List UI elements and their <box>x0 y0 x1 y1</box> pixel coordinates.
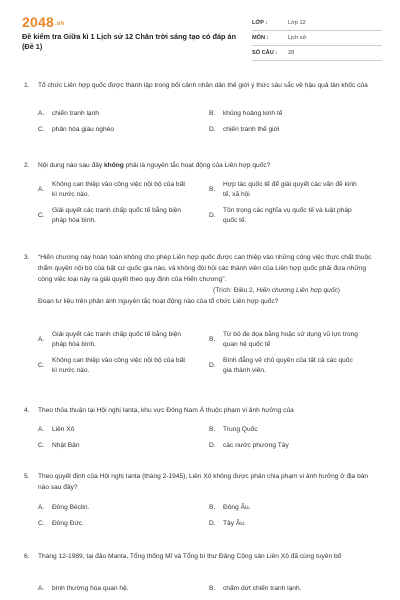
meta-value: Lịch sử <box>288 35 307 41</box>
option-text: các nước phương Tây <box>223 442 289 449</box>
question-4 <box>24 405 380 416</box>
option-a[interactable] <box>38 425 209 435</box>
option-a[interactable] <box>38 584 209 594</box>
option-letter: B. <box>209 504 216 511</box>
question-1 <box>24 80 380 91</box>
question-text-part: phải là nguyên tắc hoạt động của Liên hợp quốc? <box>123 162 271 169</box>
question-5 <box>24 471 380 493</box>
option-text: Tôn trọng các nghĩa vụ quốc tế và luật pháp quốc tế. <box>223 207 352 224</box>
option-text: chấm dứt chiến tranh lạnh. <box>223 585 302 592</box>
option-d[interactable] <box>209 441 380 451</box>
option-letter: C. <box>38 442 45 449</box>
question-number: 4. <box>24 407 30 414</box>
option-text: khủng hoảng kinh tế <box>223 110 283 117</box>
option-letter: B. <box>209 336 216 343</box>
option-d[interactable] <box>209 206 380 226</box>
option-text: Từ bỏ đe dọa bằng hoặc sử dụng vũ lực trong quan hệ quốc tế <box>223 331 358 348</box>
question-number: 6. <box>24 553 30 560</box>
option-letter: D. <box>209 520 216 527</box>
question-number: 3. <box>24 254 30 261</box>
meta-value: Lớp 12 <box>288 20 306 26</box>
meta-row-subject <box>252 31 382 46</box>
question-text: Tổ chức Liên hợp quốc được thành lập trong bối cảnh nhân dân thế giới ý thức sâu sắc về hậu quả tàn khốc của <box>38 82 368 89</box>
citation-prefix: (Trích: Điều 2, <box>213 287 257 294</box>
option-letter: D. <box>209 362 216 369</box>
option-text: Không can thiệp vào công việc nội bộ của bất kì nước nào. <box>52 357 186 374</box>
question-text-part: Nội dung nào sau đây <box>38 162 104 169</box>
option-c[interactable] <box>38 356 209 376</box>
question-text: Theo thỏa thuận tại Hội nghị Ianta, khu vực Đông Nam Á thuộc phạm vi ảnh hưởng của <box>38 407 294 414</box>
options-q6 <box>38 584 380 594</box>
question-6 <box>24 551 380 562</box>
option-text: Hợp tác quốc tế để giải quyết các vấn đề kinh tế, xã hội <box>223 181 357 198</box>
options-q1 <box>38 109 380 135</box>
logo-suffix: .vn <box>54 21 65 27</box>
question-text: Tháng 12-1989, tại đảo Manta, Tổng thống Mĩ và Tổng bí thư Đảng Cộng sản Liên Xô đã cùng tuyên bố <box>38 553 342 560</box>
question-number: 2. <box>24 162 30 169</box>
question-number: 5. <box>24 473 30 480</box>
question-text <box>38 160 380 171</box>
option-letter: B. <box>209 426 216 433</box>
option-text: Đông Béclin. <box>52 504 90 511</box>
option-text: Giải quyết các tranh chấp quốc tế bằng biện pháp hòa bình. <box>52 207 182 224</box>
citation-source: Hiến chương Liên hợp quốc <box>256 287 338 294</box>
question-2 <box>24 160 380 171</box>
option-letter: D. <box>209 126 216 133</box>
meta-row-count <box>252 46 382 61</box>
option-a[interactable] <box>38 503 209 513</box>
option-text: Không can thiệp vào công việc nội bộ của bất kì nước nào. <box>52 181 186 198</box>
option-c[interactable] <box>38 206 209 226</box>
logo-main: 2048 <box>22 14 54 30</box>
citation-suffix: ) <box>337 287 340 294</box>
question-text-emphasis: không <box>104 162 124 169</box>
option-letter: C. <box>38 362 45 369</box>
meta-label: MÔN : <box>252 35 269 41</box>
option-c[interactable] <box>38 519 209 529</box>
option-d[interactable] <box>209 125 380 135</box>
meta-panel <box>252 16 382 61</box>
document-header <box>22 14 382 58</box>
options-q3 <box>38 330 380 376</box>
option-text: Tây Âu. <box>223 520 246 527</box>
option-text: Đông Đức. <box>52 520 84 527</box>
option-text: Nhật Bản <box>52 442 80 449</box>
option-text: Đông Âu. <box>223 504 251 511</box>
option-text: bình thường hóa quan hệ. <box>52 585 129 592</box>
option-a[interactable] <box>38 180 209 200</box>
option-text: chiến tranh thế giới <box>223 126 280 133</box>
option-b[interactable] <box>209 584 380 594</box>
option-letter: D. <box>209 212 216 219</box>
option-a[interactable] <box>38 330 209 350</box>
options-q5 <box>38 503 380 529</box>
option-text: phân hóa giàu nghèo <box>52 126 114 133</box>
option-letter: C. <box>38 126 45 133</box>
option-b[interactable] <box>209 503 380 513</box>
meta-value: 28 <box>288 50 295 56</box>
option-a[interactable] <box>38 109 209 119</box>
question-text: Theo quyết định của Hội nghị Ianta (tháng 2-1945), Liên Xô không được phân chia phạm vi ảnh hưởng ở địa bàn nào sau đây? <box>38 473 369 491</box>
option-text: Liên Xô <box>52 426 75 433</box>
option-b[interactable] <box>209 330 380 350</box>
meta-label: SỐ CÂU : <box>252 50 278 56</box>
option-letter: C. <box>38 212 45 219</box>
option-text: chiến tranh lạnh <box>52 110 99 117</box>
question-3 <box>24 252 380 307</box>
option-d[interactable] <box>209 519 380 529</box>
option-text: Bình đẳng về chủ quyền của tất cả các quốc gia thành viên. <box>223 357 353 374</box>
meta-row-class <box>252 16 382 31</box>
question-citation <box>24 285 380 296</box>
option-d[interactable] <box>209 356 380 376</box>
option-letter: C. <box>38 520 45 527</box>
option-letter: B. <box>209 110 216 117</box>
options-q2 <box>38 180 380 226</box>
option-c[interactable] <box>38 125 209 135</box>
options-q4 <box>38 425 380 451</box>
option-letter: A. <box>38 426 45 433</box>
option-text: Giải quyết các tranh chấp quốc tế bằng biện pháp hòa bình. <box>52 331 182 348</box>
question-number: 1. <box>24 82 30 89</box>
page-title: Đề kiểm tra Giữa kì 1 Lịch sử 12 Chân trời sáng tạo có đáp án (Đề 1) <box>22 32 237 51</box>
option-b[interactable] <box>209 109 380 119</box>
option-letter: A. <box>38 585 45 592</box>
site-logo[interactable] <box>22 14 64 30</box>
question-prompt: Đoạn tư liệu trên phản ánh nguyên tắc hoạt động nào của tổ chức Liên hợp quốc? <box>38 298 279 305</box>
option-letter: A. <box>38 110 45 117</box>
option-letter: A. <box>38 336 45 343</box>
option-letter: B. <box>209 585 216 592</box>
option-text: Trung Quốc <box>223 426 258 433</box>
option-letter: A. <box>38 186 45 193</box>
option-c[interactable] <box>38 441 209 451</box>
meta-label: LỚP : <box>252 20 268 26</box>
option-letter: A. <box>38 504 45 511</box>
question-quote: “Hiến chương này hoàn toàn không cho phép Liên hợp quốc được can thiệp vào những công việc thực chất thuộc thẩm quyền nội bộ của bất cứ quốc gia nào, và không đòi hỏi các thành viên của Liên hợp quốc phải đưa những công việc loại này ra giải quyết theo quy định của Hiến chương”. <box>38 254 372 283</box>
option-letter: D. <box>209 442 216 449</box>
option-letter: B. <box>209 186 216 193</box>
option-b[interactable] <box>209 425 380 435</box>
option-b[interactable] <box>209 180 380 200</box>
